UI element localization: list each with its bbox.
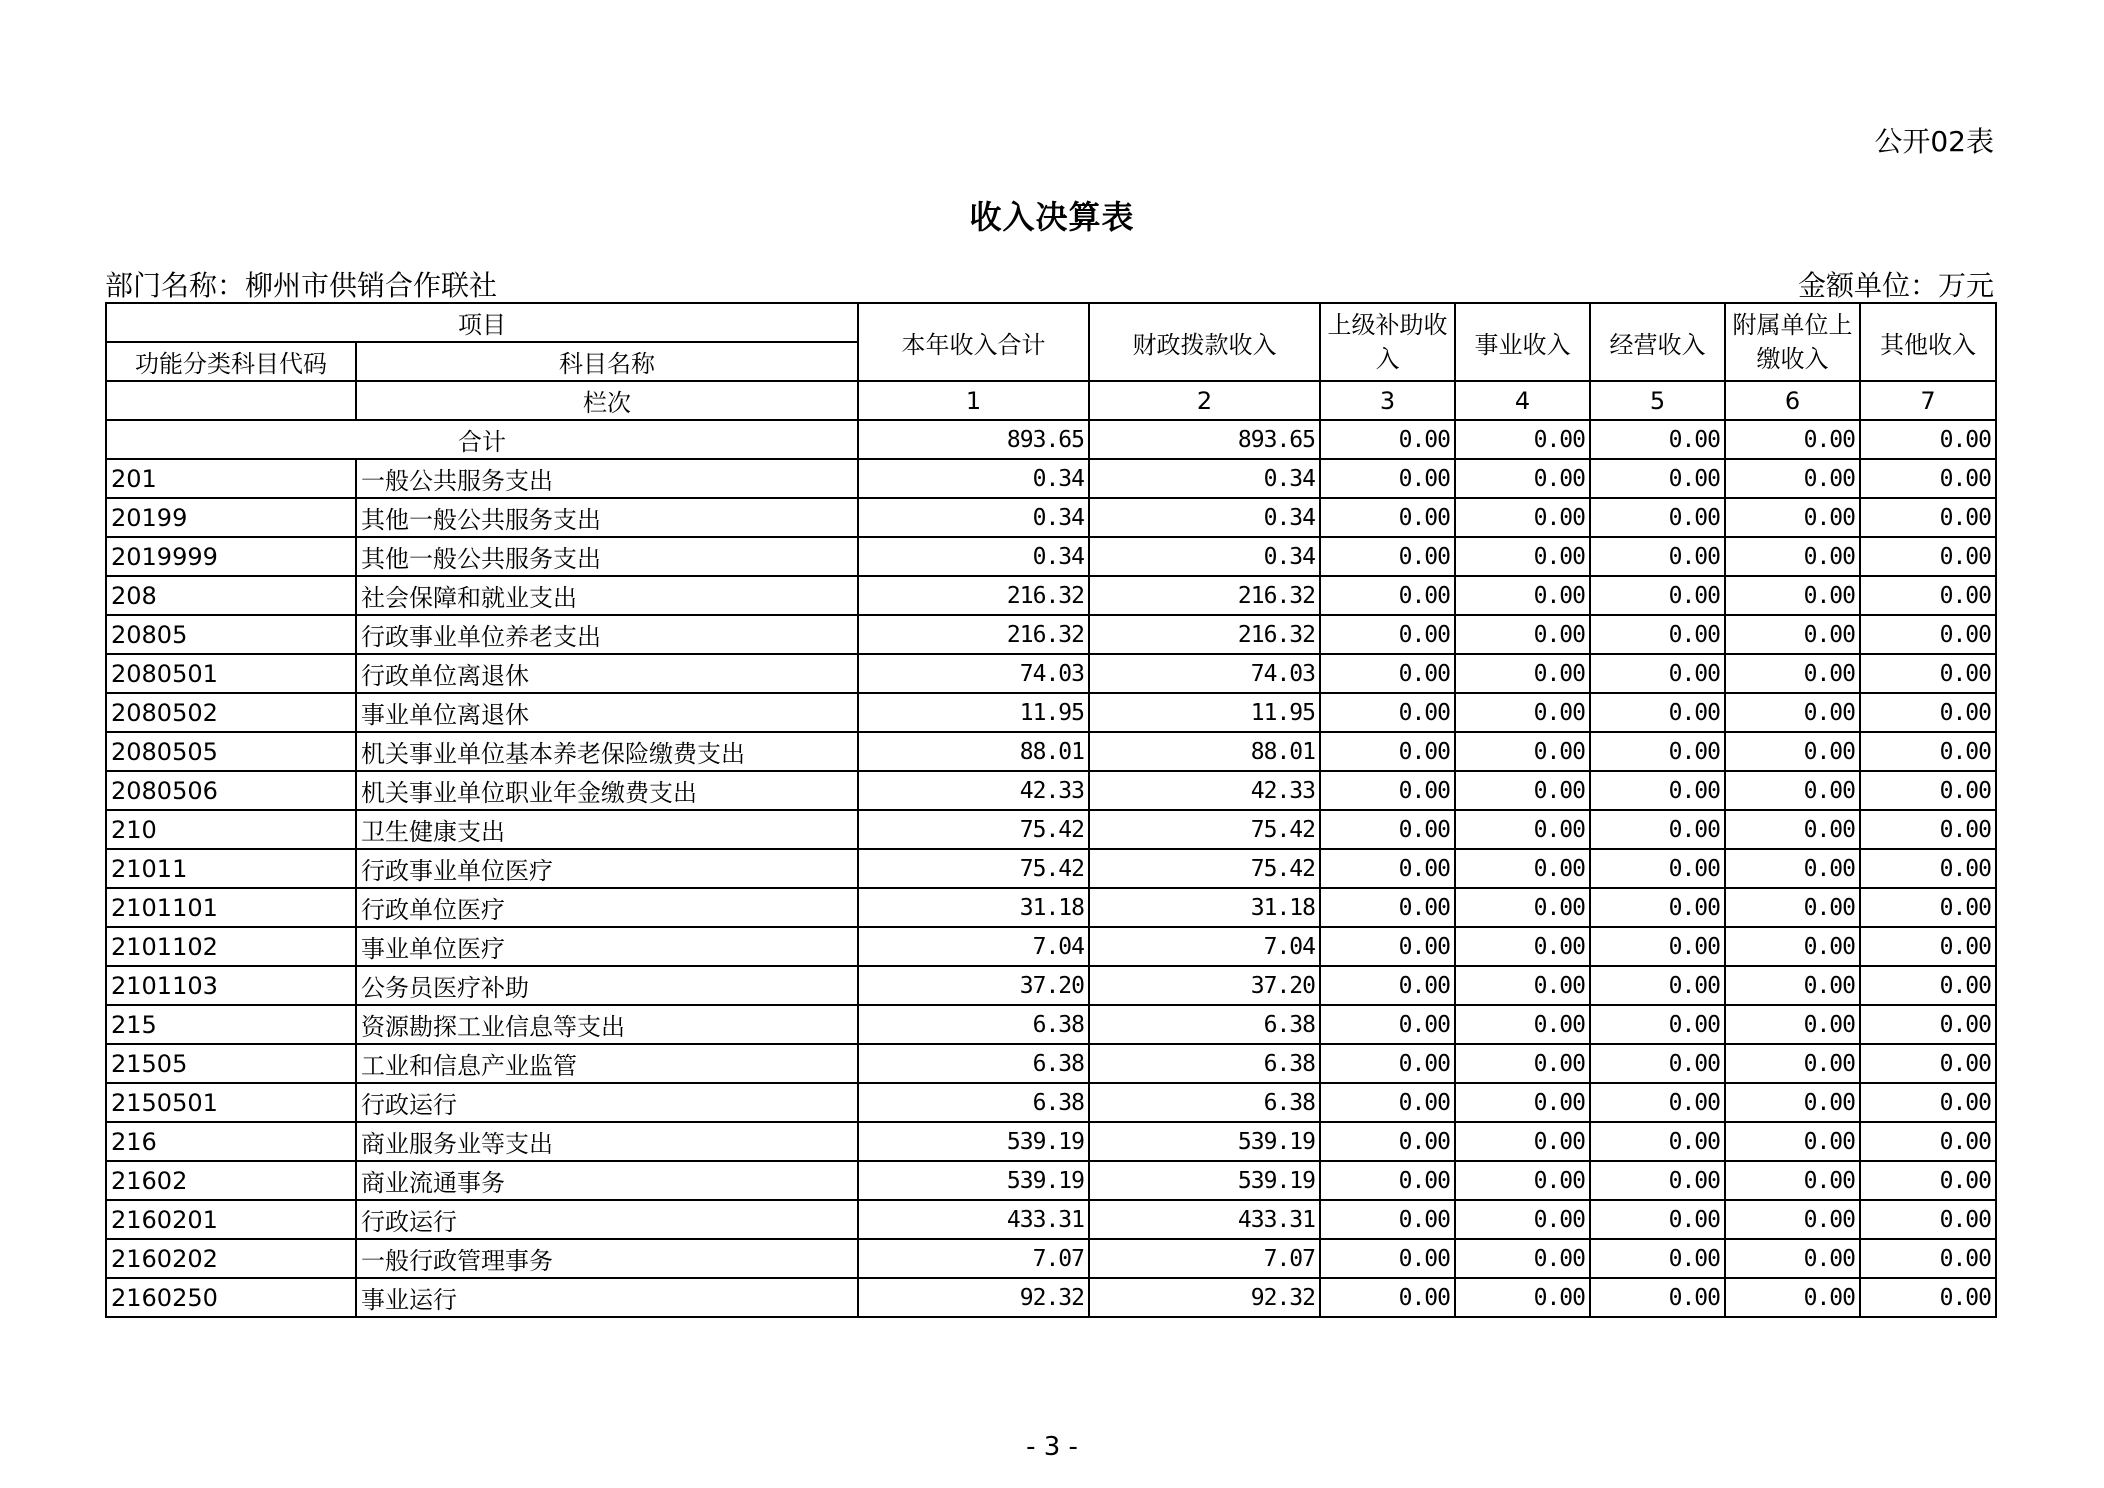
row-value: 0.00 [1860,1239,1996,1278]
col-number: 1 [858,381,1089,420]
col-number: 2 [1089,381,1320,420]
row-name: 资源勘探工业信息等支出 [356,1005,858,1044]
table-row [106,693,1996,732]
row-value: 0.00 [1725,1083,1860,1122]
row-value: 0.00 [1320,459,1455,498]
row-value: 0.00 [1590,732,1725,771]
row-value: 0.00 [1455,576,1590,615]
row-value: 0.00 [1590,693,1725,732]
row-code: 20199 [106,498,356,537]
row-value: 0.00 [1455,1044,1590,1083]
row-name: 机关事业单位职业年金缴费支出 [356,771,858,810]
row-code: 210 [106,810,356,849]
row-code: 208 [106,576,356,615]
row-value: 42.33 [858,771,1089,810]
table-row [106,888,1996,927]
row-name: 一般行政管理事务 [356,1239,858,1278]
row-value: 0.00 [1860,576,1996,615]
row-value: 0.00 [1590,771,1725,810]
row-value: 31.18 [1089,888,1320,927]
row-value: 0.00 [1590,459,1725,498]
row-value: 0.00 [1590,1239,1725,1278]
row-value: 0.00 [1860,849,1996,888]
row-value: 6.38 [858,1083,1089,1122]
row-value: 0.00 [1455,966,1590,1005]
row-code: 21505 [106,1044,356,1083]
row-value: 42.33 [1089,771,1320,810]
row-value: 0.00 [1590,849,1725,888]
row-value: 0.00 [1860,498,1996,537]
page-title: 收入决算表 [969,198,1135,236]
row-value: 0.00 [1455,810,1590,849]
row-value: 0.00 [1320,810,1455,849]
row-value: 539.19 [858,1161,1089,1200]
row-code: 2101102 [106,927,356,966]
row-value: 0.00 [1725,615,1860,654]
row-value: 0.00 [1590,654,1725,693]
row-value: 0.00 [1320,927,1455,966]
row-value: 0.00 [1860,1122,1996,1161]
row-value: 0.00 [1725,537,1860,576]
col-number: 6 [1725,381,1860,420]
row-value: 0.00 [1320,576,1455,615]
header-name: 科目名称 [356,342,858,381]
row-code: 2019999 [106,537,356,576]
row-code: 2160201 [106,1200,356,1239]
row-value: 11.95 [1089,693,1320,732]
row-code: 2080501 [106,654,356,693]
header-c4: 事业收入 [1455,303,1590,381]
total-value: 0.00 [1320,420,1455,459]
row-value: 0.00 [1860,1083,1996,1122]
row-name: 工业和信息产业监管 [356,1044,858,1083]
row-name: 卫生健康支出 [356,810,858,849]
row-value: 0.00 [1590,615,1725,654]
row-name: 公务员医疗补助 [356,966,858,1005]
row-value: 0.00 [1455,654,1590,693]
row-value: 0.00 [1320,1161,1455,1200]
row-value: 539.19 [1089,1161,1320,1200]
row-value: 216.32 [858,615,1089,654]
row-value: 31.18 [858,888,1089,927]
row-value: 0.00 [1320,1005,1455,1044]
row-value: 0.00 [1860,537,1996,576]
header-c7: 其他收入 [1860,303,1996,381]
row-value: 216.32 [1089,615,1320,654]
row-value: 0.00 [1725,459,1860,498]
row-value: 75.42 [1089,810,1320,849]
row-value: 0.00 [1860,654,1996,693]
row-value: 0.00 [1455,498,1590,537]
row-name: 行政运行 [356,1200,858,1239]
row-value: 0.00 [1320,1200,1455,1239]
row-value: 0.00 [1860,1200,1996,1239]
row-value: 0.00 [1725,888,1860,927]
row-value: 0.00 [1725,693,1860,732]
row-value: 6.38 [1089,1005,1320,1044]
row-value: 0.00 [1860,1005,1996,1044]
row-code: 21602 [106,1161,356,1200]
row-value: 92.32 [858,1278,1089,1317]
table-row [106,498,1996,537]
row-value: 0.00 [1320,1122,1455,1161]
row-value: 0.00 [1455,771,1590,810]
header-c2: 财政拨款收入 [1089,303,1320,381]
table-row [106,927,1996,966]
row-name: 事业运行 [356,1278,858,1317]
row-value: 0.00 [1725,1122,1860,1161]
row-value: 0.00 [1860,927,1996,966]
row-value: 0.00 [1590,810,1725,849]
row-value: 0.00 [1455,537,1590,576]
table-row [106,849,1996,888]
row-value: 0.00 [1455,1239,1590,1278]
row-value: 0.00 [1590,1161,1725,1200]
row-value: 0.00 [1860,1161,1996,1200]
table-row [106,537,1996,576]
row-value: 0.00 [1320,498,1455,537]
row-value: 0.00 [1860,615,1996,654]
total-value: 0.00 [1725,420,1860,459]
header-code: 功能分类科目代码 [106,342,356,381]
row-name: 机关事业单位基本养老保险缴费支出 [356,732,858,771]
row-value: 0.00 [1725,849,1860,888]
row-value: 216.32 [858,576,1089,615]
row-code: 2160250 [106,1278,356,1317]
row-value: 0.00 [1860,771,1996,810]
row-value: 0.00 [1455,615,1590,654]
header-c6: 附属单位上缴收入 [1725,303,1860,381]
row-value: 0.00 [1320,1239,1455,1278]
row-code: 216 [106,1122,356,1161]
total-value: 0.00 [1455,420,1590,459]
row-value: 0.00 [1590,966,1725,1005]
row-value: 0.00 [1590,888,1725,927]
table-row [106,1239,1996,1278]
row-value: 0.34 [858,537,1089,576]
row-code: 21011 [106,849,356,888]
table-row [106,732,1996,771]
row-value: 433.31 [858,1200,1089,1239]
row-value: 0.00 [1320,849,1455,888]
row-name: 其他一般公共服务支出 [356,537,858,576]
row-value: 0.00 [1320,966,1455,1005]
table-row [106,654,1996,693]
row-value: 37.20 [858,966,1089,1005]
row-value: 0.00 [1590,1044,1725,1083]
row-value: 0.00 [1725,654,1860,693]
row-name: 一般公共服务支出 [356,459,858,498]
table-row [106,1083,1996,1122]
row-value: 11.95 [858,693,1089,732]
row-value: 74.03 [858,654,1089,693]
table-row [106,1044,1996,1083]
row-value: 7.04 [1089,927,1320,966]
row-value: 7.07 [1089,1239,1320,1278]
row-value: 0.34 [858,498,1089,537]
row-value: 0.00 [1320,615,1455,654]
row-name: 商业流通事务 [356,1161,858,1200]
row-value: 0.00 [1725,810,1860,849]
row-value: 0.00 [1455,1122,1590,1161]
row-value: 0.00 [1590,1278,1725,1317]
row-value: 0.00 [1320,1278,1455,1317]
row-value: 75.42 [1089,849,1320,888]
row-value: 0.00 [1590,1005,1725,1044]
row-value: 0.00 [1590,927,1725,966]
row-name: 商业服务业等支出 [356,1122,858,1161]
row-value: 0.00 [1590,1083,1725,1122]
row-name: 其他一般公共服务支出 [356,498,858,537]
row-value: 88.01 [858,732,1089,771]
row-name: 事业单位医疗 [356,927,858,966]
total-value: 893.65 [858,420,1089,459]
row-value: 0.00 [1725,927,1860,966]
row-value: 0.00 [1455,927,1590,966]
form-code: 公开02表 [1874,125,1994,158]
row-value: 0.34 [1089,459,1320,498]
row-value: 216.32 [1089,576,1320,615]
row-value: 0.00 [1725,1005,1860,1044]
row-value: 0.00 [1590,1200,1725,1239]
row-value: 75.42 [858,849,1089,888]
row-value: 0.00 [1725,1239,1860,1278]
header-col-index: 栏次 [356,381,858,420]
row-code: 2101101 [106,888,356,927]
row-code: 215 [106,1005,356,1044]
header-c3: 上级补助收入 [1320,303,1455,381]
row-value: 0.00 [1455,1200,1590,1239]
row-value: 0.00 [1725,1044,1860,1083]
header-c5: 经营收入 [1590,303,1725,381]
row-value: 74.03 [1089,654,1320,693]
row-name: 事业单位离退休 [356,693,858,732]
header-c1: 本年收入合计 [858,303,1089,381]
row-value: 0.00 [1455,1278,1590,1317]
row-code: 2080506 [106,771,356,810]
row-value: 0.00 [1860,810,1996,849]
col-number: 3 [1320,381,1455,420]
row-value: 6.38 [858,1005,1089,1044]
row-value: 0.00 [1860,888,1996,927]
row-value: 0.00 [1725,498,1860,537]
department-name: 部门名称：柳州市供销合作联社 [105,269,498,302]
row-value: 0.00 [1860,693,1996,732]
table-row [106,459,1996,498]
row-value: 0.34 [1089,537,1320,576]
row-value: 0.00 [1320,771,1455,810]
row-value: 7.04 [858,927,1089,966]
row-value: 0.00 [1860,459,1996,498]
row-value: 539.19 [858,1122,1089,1161]
total-label: 合计 [106,420,858,459]
row-name: 社会保障和就业支出 [356,576,858,615]
row-value: 0.00 [1455,1083,1590,1122]
row-value: 0.00 [1320,1083,1455,1122]
row-code: 2160202 [106,1239,356,1278]
row-value: 6.38 [1089,1083,1320,1122]
row-value: 0.00 [1320,654,1455,693]
row-value: 0.00 [1590,537,1725,576]
row-value: 0.00 [1320,888,1455,927]
row-value: 0.00 [1455,693,1590,732]
header-item: 项目 [106,303,858,342]
row-value: 0.00 [1320,693,1455,732]
row-value: 0.00 [1455,888,1590,927]
row-code: 2101103 [106,966,356,1005]
income-table [105,302,1997,1318]
row-code: 2080505 [106,732,356,771]
amount-unit: 金额单位：万元 [1797,269,1994,302]
table-row [106,1005,1996,1044]
total-value: 893.65 [1089,420,1320,459]
row-value: 75.42 [858,810,1089,849]
row-name: 行政单位医疗 [356,888,858,927]
table-row [106,1278,1996,1317]
row-value: 0.00 [1860,1278,1996,1317]
row-value: 0.00 [1590,498,1725,537]
row-value: 0.00 [1725,1278,1860,1317]
row-value: 0.00 [1725,771,1860,810]
row-code: 201 [106,459,356,498]
table-row [106,1161,1996,1200]
row-name: 行政单位离退休 [356,654,858,693]
row-value: 539.19 [1089,1122,1320,1161]
row-value: 6.38 [1089,1044,1320,1083]
table-row [106,771,1996,810]
row-value: 0.00 [1725,732,1860,771]
table-row [106,1122,1996,1161]
total-value: 0.00 [1590,420,1725,459]
row-value: 92.32 [1089,1278,1320,1317]
row-value: 0.00 [1725,1200,1860,1239]
row-value: 7.07 [858,1239,1089,1278]
row-value: 0.00 [1455,1161,1590,1200]
row-value: 433.31 [1089,1200,1320,1239]
row-value: 37.20 [1089,966,1320,1005]
row-value: 0.00 [1455,849,1590,888]
row-name: 行政事业单位医疗 [356,849,858,888]
row-value: 0.00 [1725,966,1860,1005]
page-number: - 3 - [1026,1432,1078,1462]
row-value: 0.00 [1590,576,1725,615]
table-row [106,810,1996,849]
row-value: 0.00 [1725,1161,1860,1200]
row-code: 20805 [106,615,356,654]
total-value: 0.00 [1860,420,1996,459]
row-value: 88.01 [1089,732,1320,771]
col-number: 5 [1590,381,1725,420]
row-value: 0.00 [1320,1044,1455,1083]
row-value: 0.34 [1089,498,1320,537]
table-row [106,615,1996,654]
row-value: 0.00 [1725,576,1860,615]
col-number: 7 [1860,381,1996,420]
row-value: 0.00 [1320,732,1455,771]
row-name: 行政事业单位养老支出 [356,615,858,654]
row-value: 0.34 [858,459,1089,498]
row-value: 0.00 [1860,732,1996,771]
col-number: 4 [1455,381,1590,420]
row-value: 0.00 [1320,537,1455,576]
total-row [106,420,1996,459]
row-code: 2150501 [106,1083,356,1122]
row-code: 2080502 [106,693,356,732]
row-value: 0.00 [1455,732,1590,771]
table-row [106,966,1996,1005]
row-value: 0.00 [1455,1005,1590,1044]
header-blank [106,381,356,420]
row-value: 0.00 [1590,1122,1725,1161]
row-value: 0.00 [1860,966,1996,1005]
row-value: 0.00 [1455,459,1590,498]
row-value: 6.38 [858,1044,1089,1083]
table-row [106,576,1996,615]
table-row [106,1200,1996,1239]
row-name: 行政运行 [356,1083,858,1122]
row-value: 0.00 [1860,1044,1996,1083]
